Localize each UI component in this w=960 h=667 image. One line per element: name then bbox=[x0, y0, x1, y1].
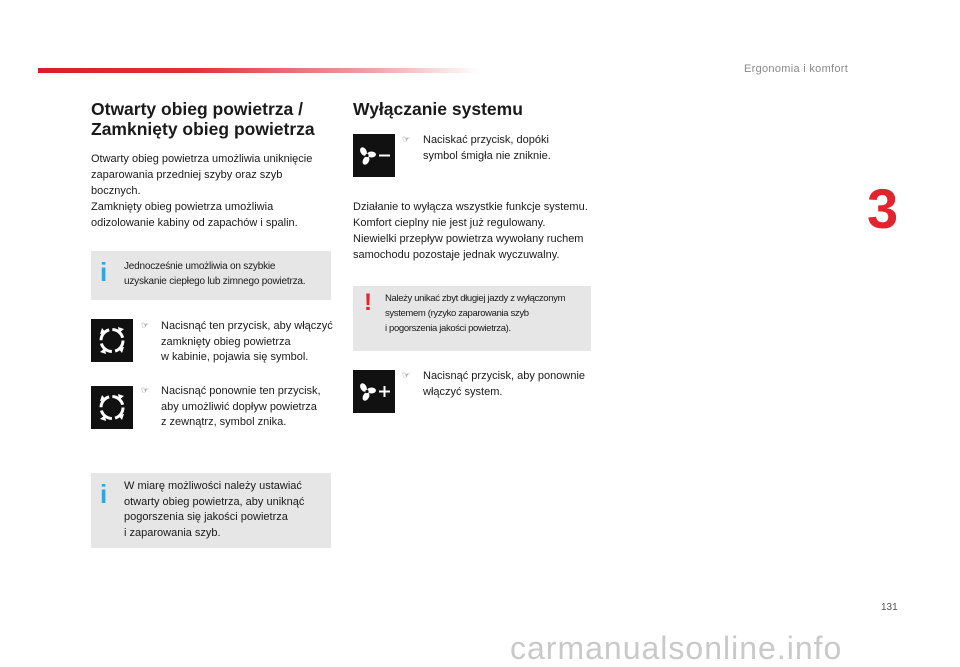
step-line: Naciskać przycisk, dopóki bbox=[423, 134, 549, 146]
step-line: Nacisnąć ponownie ten przycisk, bbox=[161, 385, 321, 397]
intro-line: Zamknięty obieg powietrza umożliwia bbox=[91, 201, 274, 213]
note-line: Jednocześnie umożliwia on szybkie bbox=[124, 261, 276, 272]
warning-note-text bbox=[385, 291, 589, 336]
left-section-title bbox=[91, 99, 351, 139]
note-line: otwarty obieg powietrza, aby uniknąć bbox=[124, 495, 305, 508]
fan-plus-icon bbox=[353, 370, 395, 413]
watermark-text: carmanualsonline.info bbox=[510, 630, 843, 666]
step-system-off bbox=[402, 133, 597, 164]
left-title-line-1: Otwarty obieg powietrza / bbox=[91, 99, 303, 119]
step-line: włączyć system. bbox=[423, 385, 503, 398]
intro-line: Otwarty obieg powietrza umożliwia uniknięcie bbox=[91, 153, 313, 165]
body-line: samochodu pozostaje jednak wyczuwalny. bbox=[353, 249, 560, 261]
pointer-bullet-icon: ☞ bbox=[402, 370, 411, 380]
recirculation-button-icon bbox=[91, 319, 133, 362]
info-icon: i bbox=[100, 479, 108, 509]
body-line: Komfort cieplny nie jest już regulowany. bbox=[353, 217, 546, 229]
body-line: Działanie to wyłącza wszystkie funkcje systemu. bbox=[353, 201, 588, 213]
note-line: i pogorszenia jakości powietrza). bbox=[385, 323, 511, 334]
intro-line: bocznych. bbox=[91, 185, 141, 197]
fan-minus-icon bbox=[353, 134, 395, 177]
right-section-title: Wyłączanie systemu bbox=[353, 99, 523, 119]
step-recirculation-off bbox=[141, 384, 336, 431]
right-body-paragraph bbox=[353, 199, 593, 263]
fan-minus-button-icon bbox=[353, 134, 395, 177]
info-icon: i bbox=[100, 257, 108, 287]
intro-line: zaparowania przedniej szyby oraz szyb bbox=[91, 169, 283, 181]
step-line: w kabinie, pojawia się symbol. bbox=[161, 351, 309, 363]
section-label: Ergonomia i komfort bbox=[744, 63, 849, 75]
body-line: Niewielki przepływ powietrza wywołany ruchem bbox=[353, 233, 584, 245]
note-line: W miarę możliwości należy ustawiać bbox=[124, 480, 302, 492]
step-line: Nacisnąć przycisk, aby ponownie bbox=[423, 370, 586, 382]
step-line: aby umożliwić dopływ powietrza bbox=[161, 400, 317, 413]
warning-icon: ! bbox=[364, 289, 372, 316]
pointer-bullet-icon: ☞ bbox=[402, 134, 411, 144]
note-line: uzyskanie ciepłego lub zimnego powietrza. bbox=[124, 276, 306, 287]
recirculation-icon bbox=[91, 386, 133, 429]
info-note bbox=[91, 473, 331, 548]
page-number: 131 bbox=[881, 602, 898, 613]
note-line: systemem (ryzyko zaparowania szyb bbox=[385, 308, 529, 319]
pointer-bullet-icon: ☞ bbox=[141, 320, 150, 330]
recirculation-icon bbox=[91, 319, 133, 362]
step-line: symbol śmigła nie zniknie. bbox=[423, 149, 551, 162]
note-line: Należy unikać zbyt długiej jazdy z wyłączonym bbox=[385, 293, 566, 304]
left-title-line-2: Zamknięty obieg powietrza bbox=[91, 119, 315, 139]
step-recirculation-on bbox=[141, 319, 336, 366]
step-line: zamknięty obieg powietrza bbox=[161, 335, 291, 348]
left-intro-paragraph bbox=[91, 151, 331, 231]
step-line: Nacisnąć ten przycisk, aby włączyć bbox=[161, 320, 333, 332]
pointer-bullet-icon: ☞ bbox=[141, 385, 150, 395]
info-note-text bbox=[124, 479, 329, 541]
fan-plus-button-icon bbox=[353, 370, 395, 413]
step-line: z zewnątrz, symbol znika. bbox=[161, 416, 287, 428]
header-accent-bar bbox=[38, 68, 480, 73]
note-line: i zaparowania szyb. bbox=[124, 526, 221, 539]
step-system-on bbox=[402, 369, 597, 400]
info-note bbox=[91, 251, 331, 300]
intro-line: odizolowanie kabiny od zapachów i spalin. bbox=[91, 217, 298, 229]
warning-note bbox=[353, 286, 591, 351]
info-note-text bbox=[124, 259, 329, 289]
chapter-number: 3 bbox=[867, 177, 899, 240]
note-line: pogorszenia się jakości powietrza bbox=[124, 511, 288, 523]
recirculation-button-icon bbox=[91, 386, 133, 429]
